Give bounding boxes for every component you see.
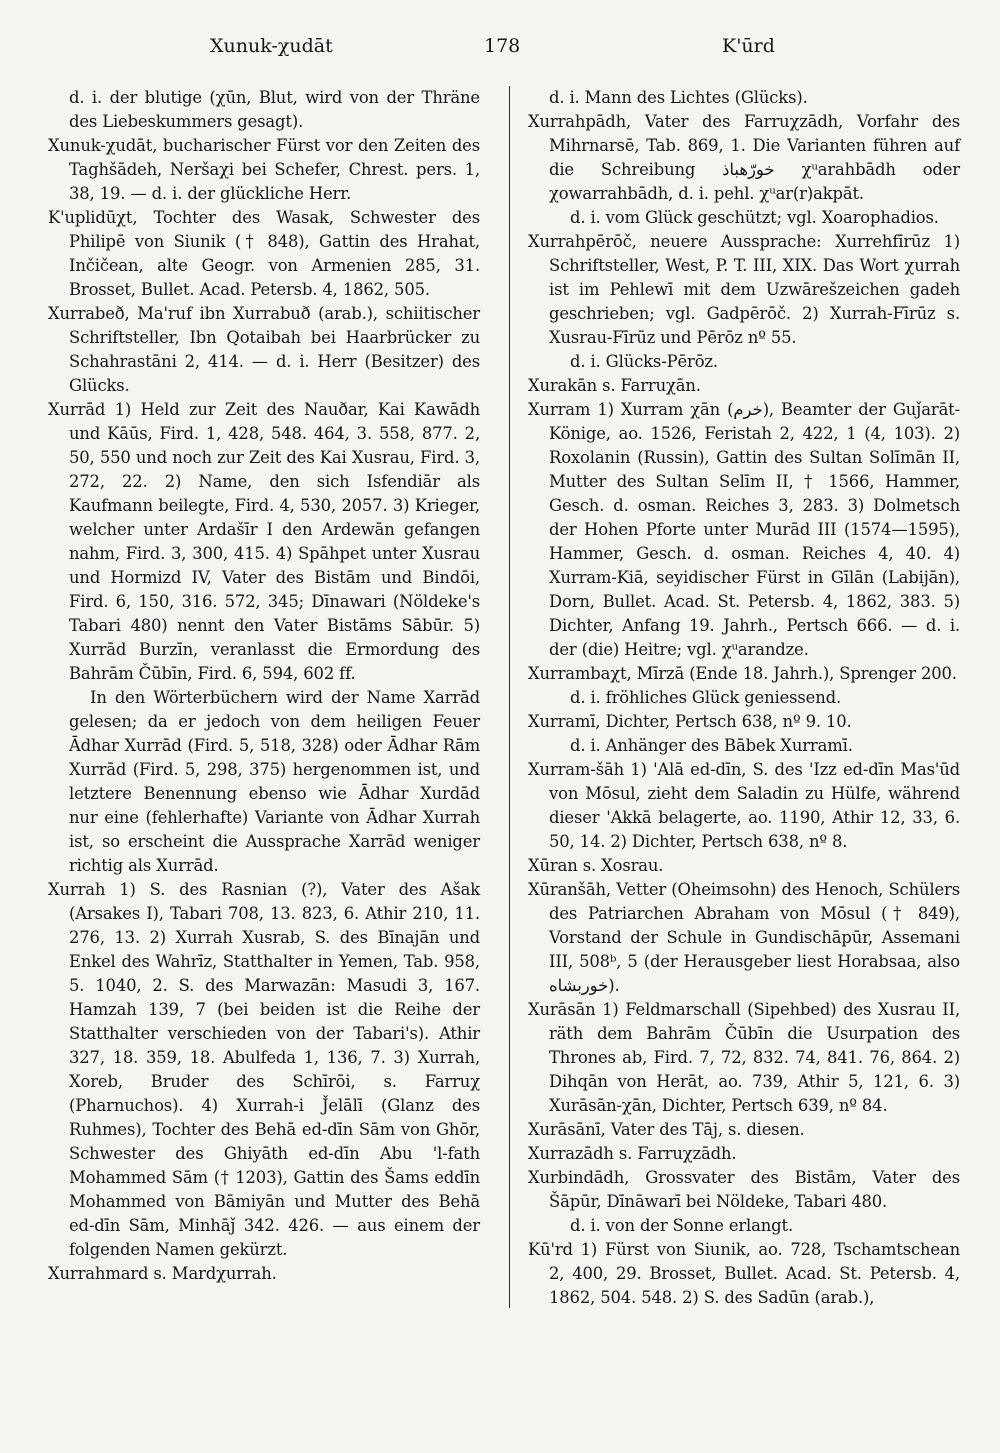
entry-paragraph: d. i. fröhliches Glück geniessend. (570, 688, 842, 707)
dictionary-entry: Xurbindādh, Grossvater des Bistām, Vater des Šāpūr, Dīnāwarī bei Nöldeke, Tabari 480. (528, 1168, 960, 1211)
dictionary-entry: Xurakān s. Farruχān. (528, 376, 701, 395)
dictionary-entry: Xunuk-χudāt, bucharischer Fürst vor den Zeiten des Taghšādeh, Neršaχi bei Schefer, Chrest. pers. 1, 38, 19. — d. i. der glückliche Herr. (48, 136, 480, 203)
dictionary-entry: Xūran s. Xosrau. (528, 856, 664, 875)
dictionary-entry: Xurāsān 1) Feldmarschall (Sipehbed) des Xusrau II, räth dem Bahrām Čūbīn die Usurpation des Thrones ab, Fird. 7, 72, 832. 74, 841. 76, 864. 2) Dihqān von Herāt, ao. 739, Athir 5, 121, 6. 3) Xurāsān-χān, Dichter, Pertsch 639, nº 84. (528, 1000, 960, 1115)
dictionary-entry: Kū'rd 1) Fürst von Siunik, ao. 728, Tschamtschean 2, 400, 29. Brosset, Bullet. Acad. St. Petersb. 4, 1862, 504. 548. 2) S. des Sadūn (arab.), (528, 1240, 960, 1307)
dictionary-entry: Xurramī, Dichter, Pertsch 638, nº 9. 10. (528, 712, 852, 731)
dictionary-entry: Xurrahpērōč, neuere Aussprache: Xurrehfīrūz 1) Schriftsteller, West, P. T. III, XIX. Das Wort χurrah ist im Pehlewī mit dem Uzwārešzeichen gadeh geschrieben; vgl. Gadpērōč. 2) Xurrah-Fīrūz s. Xusrau-Fīrūz und Pērōz nº 55. (528, 232, 960, 347)
page-number: 178 (484, 35, 521, 57)
dictionary-entry: Xurrah 1) S. des Rasnian (?), Vater des Ašak (Arsakes I), Tabari 708, 13. 823, 6. Athir 210, 11. 276, 13. 2) Xurrah Xusrab, S. des Bīnajān und Enkel des Wahrīz, Statthalter in Yemen, Tab. 958, 5. 1040, 2. S. des Marwazān: Masudi 3, 167. Hamzah 139, 7 (bei beiden ist die Reihe der Statthalter verschieden von der Tabari's). Athir 327, 18. 359, 18. Abulfeda 1, 136, 7. 3) Xurrah, Xoreb, Bruder des Schīrōi, s. Farruχ (Pharnuchos). 4) Xurrah-i J̌elālī (Glanz des Ruhmes), Tochter des Behā ed-dīn Sām von Ghōr, Schwester des Ghiyāth ed-dīn Abu 'l-fath Mohammed Sām († 1203), Gattin des Šams eddīn Mohammed von Bāmiyān und Mutter des Behā ed-dīn Sām, Minhāǰ 342. 426. — aus einem der folgenden Namen gekürzt. (48, 880, 480, 1259)
left-column (48, 86, 480, 1286)
entry-paragraph: d. i. von der Sonne erlangt. (570, 1216, 794, 1235)
entry-paragraph: d. i. Anhänger des Bābek Xurramī. (570, 736, 853, 755)
dictionary-entry: Xurrambaχt, Mīrzā (Ende 18. Jahrh.), Sprenger 200. (528, 664, 957, 683)
dictionary-entry: Xurrahpādh, Vater des Farruχzādh, Vorfahr des Mihrnarsē, Tab. 869, 1. Die Varianten führen auf die Schreibung خورّهباذ χᵘarahbādh oder χowarrahbādh, d. i. pehl. χᵘar(r)akpāt. (528, 112, 960, 203)
running-head-right: K'ūrd (722, 35, 775, 57)
entry-paragraph: d. i. der blutige (χūn, Blut, wird von der Thräne des Liebeskummers gesagt). (69, 88, 480, 131)
right-column (528, 86, 960, 1310)
dictionary-entry: Xurrabeð, Ma'ruf ibn Xurrabuð (arab.), schiitischer Schriftsteller, Ibn Qotaibah bei Haarbrücker zu Schahrastāni 2, 414. — d. i. Herr (Besitzer) des Glücks. (48, 304, 480, 395)
running-head-left: Xunuk-χudāt (210, 35, 333, 57)
dictionary-entry: K'uplidūχt, Tochter des Wasak, Schwester des Philipē von Siunik († 848), Gattin des Hrahat, Inčičean, alte Geogr. von Armenien 285, 31. Brosset, Bullet. Acad. Petersb. 4, 1862, 505. (48, 208, 480, 299)
dictionary-entry: Xurāsānī, Vater des Tāj, s. diesen. (528, 1120, 805, 1139)
dictionary-entry: Xurram-šāh 1) 'Alā ed-dīn, S. des 'Izz ed-dīn Mas'ūd von Mōsul, zieht dem Saladin zu Hülfe, während dieser 'Akkā belagerte, ao. 1190, Athir 12, 33, 6. 50, 14. 2) Dichter, Pertsch 638, nº 8. (528, 760, 960, 851)
dictionary-entry: Xurrād 1) Held zur Zeit des Nauðar, Kai Kawādh und Kāūs, Fird. 1, 428, 548. 464, 3. 558, 877. 2, 50, 550 und noch zur Zeit des Kai Xusrau, Fird. 3, 272, 22. 2) Name, den sich Isfendiār als Kaufmann beilegte, Fird. 4, 530, 2057. 3) Krieger, welcher unter Ardašīr I den Ardewān gefangen nahm, Fird. 3, 300, 415. 4) Spāhpet unter Xusrau und Hormizd IV, Vater des Bistām und Bindōi, Fird. 6, 150, 316. 572, 345; Dīnawari (Nöldeke's Tabari 480) nennt den Vater Bistāms Sābūr. 5) Xurrād Burzīn, veranlasst die Ermordung des Bahrām Čūbīn, Fird. 6, 594, 602 ff. (48, 400, 480, 683)
dictionary-entry: Xurram 1) Xurram χān (خرم), Beamter der Guǰarāt-Könige, ao. 1526, Feristah 2, 422, 1 (4, 103). 2) Roxolanin (Russin), Gattin des Sultan Solīmān II, Mutter des Sultan Selīm II, † 1566, Hammer, Gesch. d. osman. Reiches 3, 283. 3) Dolmetsch der Hohen Pforte unter Murād III (1574—1595), Hammer, Gesch. d. osman. Reiches 4, 40. 4) Xurram-Kiā, seyidischer Fürst in Gīlān (Labijān), Dorn, Bullet. Acad. St. Petersb. 4, 1862, 383. 5) Dichter, Anfang 19. Jahrh., Pertsch 666. — d. i. der (die) Heitre; vgl. χᵘarandze. (528, 400, 961, 659)
entry-paragraph: d. i. Glücks-Pērōz. (570, 352, 718, 371)
entry-paragraph: d. i. vom Glück geschützt; vgl. Xoarophadios. (570, 208, 939, 227)
dictionary-entry: Xurrazādh s. Farruχzādh. (528, 1144, 737, 1163)
dictionary-entry: Xūranšāh, Vetter (Oheimsohn) des Henoch, Schülers des Patriarchen Abraham von Mōsul († 849), Vorstand der Schule in Gundischāpūr, Assemani III, 508ᵇ, 5 (der Herausgeber liest Horabsaa, also خوربشاه). (528, 880, 960, 995)
dictionary-entry: Xurrahmard s. Mardχurrah. (48, 1264, 277, 1283)
column-divider (509, 86, 510, 1308)
entry-paragraph: In den Wörterbüchern wird der Name Xarrād gelesen; da er jedoch von dem heiligen Feuer Ādhar Xurrād (Fird. 5, 518, 328) oder Ādhar Rām Xurrād (Fird. 5, 298, 375) hergenommen ist, und letztere Benennung ebenso wie Ādhar Xurdād nur eine (fehlerhafte) Variante von Ādhar Xurrah ist, so erscheint die Aussprache Xarrād weniger richtig als Xurrād. (69, 688, 480, 875)
entry-paragraph: d. i. Mann des Lichtes (Glücks). (549, 88, 808, 107)
